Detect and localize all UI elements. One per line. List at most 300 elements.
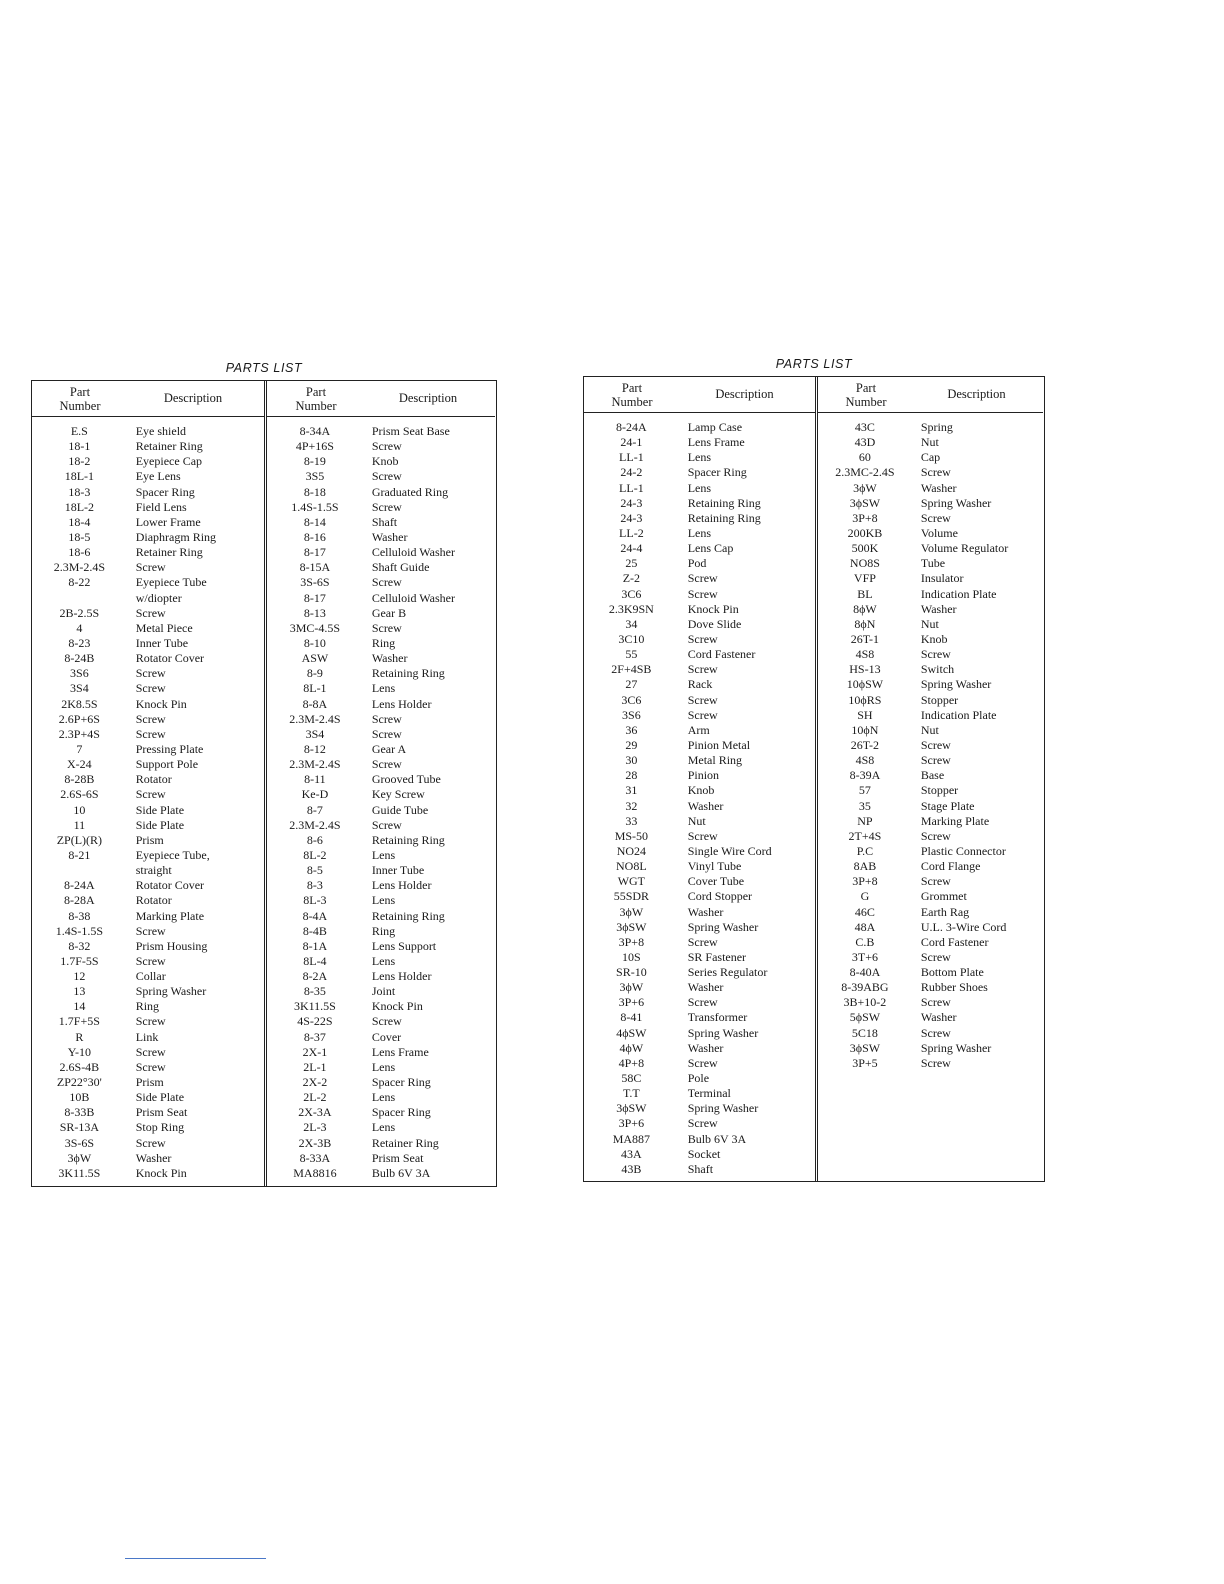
part-number: 2L-1: [303, 1059, 327, 1074]
part-number: 2.3M-2.4S: [53, 560, 106, 575]
table-row: [32, 1136, 264, 1151]
table-row: [32, 681, 264, 696]
part-number: 2X-1: [302, 1044, 328, 1059]
part-description: Spacer Ring: [371, 1075, 431, 1090]
part-number: MA8816: [293, 1165, 337, 1180]
part-description: Rubber Shoes: [920, 980, 988, 995]
table-row: [32, 833, 264, 848]
part-number: 24-4: [620, 541, 643, 556]
part-number: [32, 591, 127, 606]
part-number: 24-3: [620, 510, 643, 525]
table-row: [267, 651, 495, 666]
table-row: [584, 435, 815, 450]
part-description: Arm: [687, 722, 710, 737]
part-number: 8-19: [303, 454, 326, 469]
part-number: 30: [625, 753, 638, 768]
part-description: Indication Plate: [920, 586, 997, 601]
part-description: Spring: [920, 420, 953, 434]
table-row: [584, 556, 815, 571]
table-row: [267, 757, 495, 772]
part-number: NP: [857, 813, 873, 828]
table-row: [267, 469, 495, 484]
table-row: [584, 950, 815, 965]
part-description: Marking Plate: [920, 813, 990, 828]
table-row: [267, 969, 495, 984]
part-number: 8-34A: [299, 424, 331, 438]
table-row: [584, 889, 815, 904]
table-row: [32, 727, 264, 742]
part-description: Celluloid Washer: [371, 545, 455, 560]
part-description: Screw: [135, 1044, 166, 1059]
part-number: 8-23: [68, 635, 91, 650]
part-description: Series Regulator: [687, 965, 768, 980]
part-number: 4P+8: [618, 1055, 645, 1070]
part-description: Spring Washer: [687, 919, 759, 934]
part-description: Dove Slide: [687, 616, 742, 631]
part-number: 2.6S-4B: [59, 1059, 100, 1074]
part-number: 58C: [621, 1071, 642, 1086]
table-row: [584, 980, 815, 995]
table-row: [267, 999, 495, 1014]
part-number: 8-24B: [64, 651, 95, 666]
table-row: [818, 950, 1043, 965]
table-row: [267, 727, 495, 742]
table-row: [267, 530, 495, 545]
table-row: [267, 954, 495, 969]
part-number: 2.3M-2.4S: [289, 757, 341, 772]
table-row: [584, 420, 815, 435]
part-number: 8-5: [306, 863, 323, 878]
part-description: Celluloid Washer: [371, 590, 455, 605]
table-row: [267, 666, 495, 681]
table-row: [818, 814, 1043, 829]
table-half-2: [267, 381, 495, 1186]
table-row: [584, 526, 815, 541]
part-number: 8-11: [304, 772, 326, 787]
header-description: Description: [163, 391, 223, 405]
part-number: 3C6: [621, 692, 642, 707]
part-description: Cover: [371, 1029, 402, 1044]
part-number: 8-28A: [64, 893, 95, 908]
table-row: [32, 560, 264, 575]
part-description: Screw: [920, 874, 951, 889]
table-row: [818, 571, 1043, 586]
table-header: [584, 377, 815, 413]
part-number: 8AB: [853, 859, 877, 874]
part-description: Side Plate: [135, 817, 185, 832]
table-row: [32, 878, 264, 893]
header-description: Description: [398, 391, 458, 405]
part-description: Screw: [687, 828, 718, 843]
table-rows: [584, 413, 815, 1177]
table-row: [267, 1090, 495, 1105]
part-description: Screw: [920, 949, 951, 964]
part-number: 8-6: [306, 832, 323, 847]
part-number: ASW: [301, 651, 329, 666]
table-row: [818, 980, 1043, 995]
part-description: straight: [135, 863, 172, 878]
table-row: [32, 1030, 264, 1045]
part-number: 48A: [854, 919, 876, 934]
part-description: Screw: [135, 726, 166, 741]
part-description: Eyepiece Tube: [135, 575, 207, 590]
table-row: [818, 1010, 1043, 1025]
table-row: [584, 1010, 815, 1025]
table-row: [584, 859, 815, 874]
table-row: [584, 768, 815, 783]
part-description: Knock Pin: [371, 999, 423, 1014]
table-row: [818, 1041, 1043, 1056]
part-number: 3T+6: [851, 949, 878, 964]
part-description: Inner Tube: [135, 635, 189, 650]
part-number: 2K8.5S: [61, 696, 98, 711]
part-number: 3P+8: [852, 510, 878, 525]
part-description: U.L. 3-Wire Cord: [920, 919, 1007, 934]
part-description: Volume Regulator: [920, 541, 1009, 556]
table-row: [32, 530, 264, 545]
part-description: Screw: [920, 995, 951, 1010]
part-description: Spring Washer: [687, 1025, 759, 1040]
part-number: 3ϕW: [619, 980, 644, 995]
table-row: [32, 954, 264, 969]
table-row: [818, 450, 1043, 465]
part-number: 2T+4S: [848, 828, 882, 843]
part-description: Eye shield: [135, 424, 187, 438]
table-row: [584, 844, 815, 859]
table-row: [267, 591, 495, 606]
part-number: ZP22°30': [56, 1075, 102, 1090]
table-row: [267, 575, 495, 590]
part-description: Washer: [687, 904, 724, 919]
part-number: 18-6: [68, 545, 91, 560]
part-description: Insulator: [920, 571, 964, 586]
part-description: Lens Frame: [371, 1044, 429, 1059]
part-number: 3S4: [70, 681, 89, 696]
part-number: 24-1: [620, 435, 643, 450]
part-number: 8-14: [303, 514, 326, 529]
part-description: Marking Plate: [135, 908, 205, 923]
part-description: Screw: [371, 726, 402, 741]
part-number: 8-17: [303, 545, 326, 560]
part-description: Stage Plate: [920, 798, 975, 813]
part-description: Screw: [371, 439, 402, 454]
table-row: [584, 829, 815, 844]
part-description: Screw: [135, 1014, 166, 1029]
table-row: [267, 424, 495, 439]
part-number: 3S6: [622, 707, 641, 722]
part-number: 4P+16S: [295, 439, 334, 454]
part-number: 2.3M-2.4S: [289, 711, 341, 726]
part-description: Lens: [687, 480, 712, 495]
table-row: [584, 1041, 815, 1056]
header-part-number: Part Number: [845, 380, 887, 409]
part-number: SR-13A: [59, 1120, 100, 1135]
part-number: 5C18: [851, 1025, 878, 1040]
part-description: Screw: [371, 711, 402, 726]
table-row: [584, 511, 815, 526]
table-row: [267, 1120, 495, 1135]
part-number: 3ϕSW: [616, 919, 647, 934]
part-number: 2.3P+4S: [58, 726, 100, 741]
part-description: Screw: [687, 692, 718, 707]
part-description: Bulb 6V 3A: [687, 1131, 747, 1146]
part-number: 8-35: [303, 984, 326, 999]
table-row: [32, 893, 264, 908]
part-number: 26T-2: [850, 737, 880, 752]
table-row: [267, 863, 495, 878]
part-description: Knock Pin: [135, 696, 187, 711]
part-description: Screw: [371, 575, 402, 590]
part-number: MS-50: [614, 828, 649, 843]
table-row: [267, 893, 495, 908]
table-row: [584, 814, 815, 829]
part-number: 1.4S-1.5S: [291, 499, 339, 514]
table-row: [267, 500, 495, 515]
table-row: [32, 1120, 264, 1135]
table-row: [818, 905, 1043, 920]
part-description: Knock Pin: [135, 1165, 187, 1180]
table-row: [818, 738, 1043, 753]
part-description: Prism Housing: [135, 938, 208, 953]
part-description: Screw: [371, 757, 402, 772]
part-number: 10: [73, 802, 86, 817]
part-description: Lens Holder: [371, 696, 432, 711]
table-row: [584, 1132, 815, 1147]
part-number: 8-12: [303, 741, 326, 756]
parts-table: [583, 376, 1045, 1182]
part-number: Ke-D: [301, 787, 329, 802]
table-row: [818, 632, 1043, 647]
part-description: Lens: [687, 450, 712, 465]
part-description: w/diopter: [135, 590, 182, 605]
part-description: Knob: [920, 631, 948, 646]
table-row: [32, 439, 264, 454]
table-row: [584, 905, 815, 920]
part-description: Stopper: [920, 783, 959, 798]
part-number: 8-32: [68, 938, 91, 953]
part-number: 2L-2: [303, 1090, 327, 1105]
part-description: Ring: [371, 635, 396, 650]
part-description: Prism Seat: [371, 1150, 424, 1165]
part-description: Spacer Ring: [135, 484, 195, 499]
part-number: 2.3M-2.4S: [289, 817, 341, 832]
part-number: WGT: [617, 874, 646, 889]
part-description: Screw: [135, 953, 166, 968]
header-part-number: Part Number: [59, 384, 101, 413]
part-number: 2X-2: [302, 1075, 328, 1090]
part-number: 18-2: [68, 454, 91, 469]
table-row: [32, 651, 264, 666]
part-number: 8ϕW: [853, 601, 877, 616]
part-number: [32, 863, 127, 878]
part-number: NO8L: [616, 859, 647, 874]
part-number: 2F+4SB: [611, 662, 652, 677]
part-description: Screw: [371, 499, 402, 514]
part-description: Transformer: [687, 1010, 748, 1025]
table-row: [267, 681, 495, 696]
table-row: [818, 662, 1043, 677]
part-number: LL-1: [619, 480, 644, 495]
part-number: Y-10: [67, 1044, 92, 1059]
part-number: 34: [625, 616, 638, 631]
part-description: Prism: [135, 832, 164, 847]
part-number: 8-40A: [849, 965, 881, 980]
part-number: 3P+6: [618, 1116, 645, 1131]
part-description: Retainer Ring: [371, 1135, 439, 1150]
part-number: HS-13: [849, 662, 881, 677]
part-number: 200KB: [847, 525, 883, 540]
table-row: [267, 924, 495, 939]
part-number: VFP: [853, 571, 876, 586]
part-description: Lens Holder: [371, 878, 432, 893]
part-number: 1.4S-1.5S: [55, 923, 104, 938]
table-row: [584, 677, 815, 692]
part-number: BL: [857, 586, 873, 601]
table-row: [32, 848, 264, 863]
part-number: 43B: [621, 1161, 642, 1176]
table-row: [818, 587, 1043, 602]
part-description: Screw: [920, 647, 951, 662]
part-description: Single Wire Cord: [687, 843, 772, 858]
part-description: Screw: [135, 681, 166, 696]
part-description: Spring Washer: [920, 495, 992, 510]
table-row: [267, 560, 495, 575]
part-number: 55: [625, 647, 638, 662]
part-description: Pole: [687, 1071, 710, 1086]
part-number: ZP(L)(R): [56, 832, 103, 847]
table-row: [584, 920, 815, 935]
part-number: 36: [625, 722, 638, 737]
table-header: [267, 381, 495, 417]
table-row: [818, 829, 1043, 844]
table-row: [818, 723, 1043, 738]
part-number: 3ϕSW: [849, 495, 881, 510]
part-description: Pinion: [687, 768, 720, 783]
part-description: Bulb 6V 3A: [371, 1165, 431, 1180]
table-row: [32, 575, 264, 590]
table-row: [584, 1116, 815, 1131]
part-number: 10ϕSW: [846, 677, 884, 692]
part-description: Cover Tube: [687, 874, 745, 889]
table-row: [584, 496, 815, 511]
part-description: Tube: [920, 556, 946, 571]
table-row: [32, 924, 264, 939]
table-row: [32, 1090, 264, 1105]
table-row: [267, 1030, 495, 1045]
part-number: 8-13: [303, 605, 326, 620]
part-number: 25: [625, 556, 638, 571]
part-number: 2X-3A: [298, 1105, 332, 1120]
part-number: 24-3: [620, 495, 643, 510]
part-number: 3ϕSW: [849, 1040, 881, 1055]
table-half-2: [818, 377, 1043, 1181]
part-number: 8-10: [303, 635, 326, 650]
part-description: Screw: [920, 510, 951, 525]
part-number: 1.7F+5S: [58, 1014, 100, 1029]
part-description: Screw: [135, 1135, 166, 1150]
table-row: [818, 435, 1043, 450]
part-description: Key Screw: [371, 787, 425, 802]
part-description: Rotator Cover: [135, 878, 205, 893]
table-header: [32, 381, 264, 417]
part-number: LL-2: [619, 525, 644, 540]
part-description: Washer: [371, 651, 408, 666]
table-row: [267, 848, 495, 863]
panel-title: PARTS LIST: [775, 357, 853, 371]
part-description: Screw: [371, 1014, 402, 1029]
part-number: NO8S: [849, 556, 880, 571]
table-row: [32, 909, 264, 924]
part-description: Screw: [371, 620, 402, 635]
part-description: Shaft Guide: [371, 560, 430, 575]
table-row: [818, 708, 1043, 723]
part-description: Screw: [920, 828, 951, 843]
part-description: Spring Washer: [687, 1101, 759, 1116]
table-row: [267, 939, 495, 954]
part-description: Plastic Connector: [920, 843, 1006, 858]
part-number: 24-2: [620, 465, 643, 480]
part-number: 3ϕW: [853, 480, 877, 495]
part-description: Spring Washer: [920, 1040, 992, 1055]
part-number: 8-28B: [64, 772, 95, 787]
part-number: 8-22: [68, 575, 91, 590]
table-row: [267, 697, 495, 712]
part-description: Screw: [687, 934, 718, 949]
part-description: Screw: [687, 995, 718, 1010]
table-row: [32, 469, 264, 484]
part-number: 8-8A: [302, 696, 328, 711]
part-description: Lens Support: [371, 938, 437, 953]
part-number: 13: [73, 984, 86, 999]
part-description: Lens: [687, 525, 712, 540]
table-row: [584, 753, 815, 768]
part-description: Lens: [371, 847, 396, 862]
table-row: [32, 424, 264, 439]
part-number: E.S: [70, 424, 88, 438]
part-description: Lens: [371, 1059, 396, 1074]
table-row: [32, 500, 264, 515]
table-row: [32, 545, 264, 560]
part-description: Lamp Case: [687, 420, 743, 434]
part-description: Lens: [371, 1120, 396, 1135]
part-description: Knob: [371, 454, 399, 469]
part-description: Pressing Plate: [135, 741, 204, 756]
table-row: [267, 1060, 495, 1075]
part-description: Grommet: [920, 889, 967, 904]
part-description: Lens Cap: [687, 541, 734, 556]
part-number: 8-37: [303, 1029, 326, 1044]
part-number: 3ϕW: [67, 1150, 92, 1165]
table-row: [818, 420, 1043, 435]
part-description: Spring Washer: [920, 677, 992, 692]
table-row: [267, 803, 495, 818]
table-row: [818, 511, 1043, 526]
part-number: R: [75, 1029, 84, 1044]
part-description: Screw: [920, 1025, 951, 1040]
table-row: [267, 878, 495, 893]
part-description: Indication Plate: [920, 707, 997, 722]
part-number: 3MC-4.5S: [289, 620, 341, 635]
part-number: 43A: [621, 1146, 642, 1161]
table-row: [818, 1056, 1043, 1071]
part-description: Ring: [371, 923, 396, 938]
table-row: [267, 742, 495, 757]
table-row: [584, 693, 815, 708]
table-row: [818, 799, 1043, 814]
part-number: 10B: [69, 1090, 90, 1105]
part-number: 14: [73, 999, 86, 1014]
part-number: 8-18: [303, 484, 326, 499]
